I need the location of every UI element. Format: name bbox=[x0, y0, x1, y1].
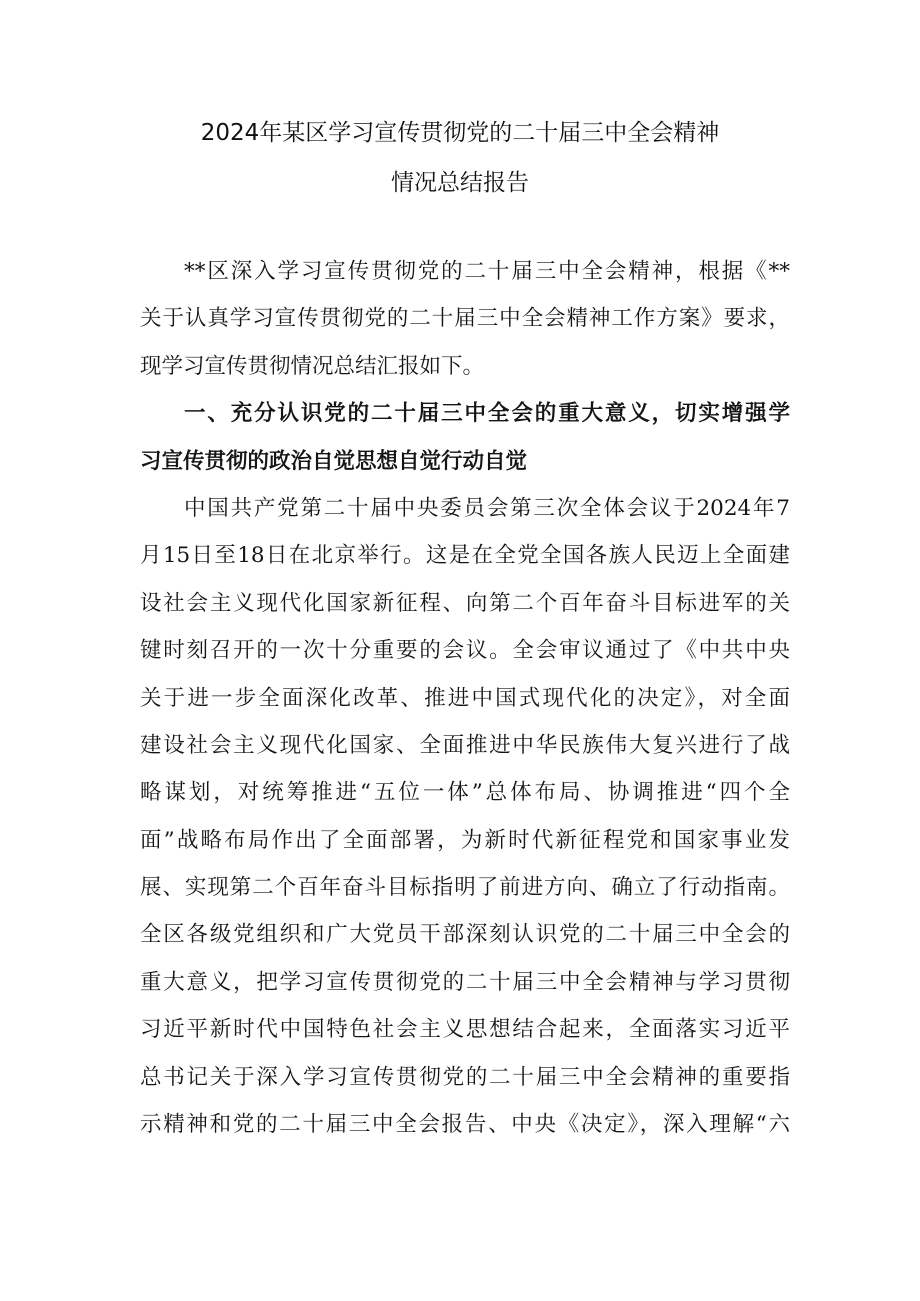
title-line-1: 2024年某区学习宣传贯彻党的二十届三中全会精神 bbox=[200, 120, 720, 146]
document-title bbox=[0, 108, 920, 208]
section-1-body-line-14: 示精神和党的二十届三中全会报告、中央《决定》，深入理解“六 bbox=[140, 1112, 790, 1138]
section-1-body-line-5: 关于进一步全面深化改革、推进中国式现代化的决定》，对全面 bbox=[140, 685, 790, 711]
section-1-body-line-6: 建设社会主义现代化国家、全面推进中华民族伟大复兴进行了战 bbox=[140, 732, 790, 758]
intro-line-3: 现学习宣传贯彻情况总结汇报如下。 bbox=[140, 353, 485, 379]
section-1-body-line-10: 全区各级党组织和广大党员干部深刻认识党的二十届三中全会的 bbox=[140, 922, 790, 948]
intro-line-1: **区深入学习宣传贯彻党的二十届三中全会精神，根据《** bbox=[184, 259, 790, 284]
document-body bbox=[140, 248, 790, 1148]
section-1-body-line-7: 略谋划，对统筹推进“五位一体”总体布局、协调推进“四个全 bbox=[140, 780, 790, 806]
section-1-body-line-8: 面”战略布局作出了全面部署，为新时代新征程党和国家事业发 bbox=[140, 827, 790, 853]
section-1-body-line-9: 展、实现第二个百年奋斗目标指明了前进方向、确立了行动指南。 bbox=[140, 875, 790, 901]
section-1-body-line-13: 总书记关于深入学习宣传贯彻党的二十届三中全会精神的重要指 bbox=[140, 1064, 790, 1090]
title-line-2: 情况总结报告 bbox=[391, 170, 529, 196]
section-1-body-line-3: 设社会主义现代化国家新征程、向第二个百年奋斗目标进军的关 bbox=[140, 590, 790, 616]
section-1-heading-line-2: 习宣传贯彻的政治自觉思想自觉行动自觉 bbox=[140, 448, 528, 474]
intro-line-2: 关于认真学习宣传贯彻党的二十届三中全会精神工作方案》要求， bbox=[140, 306, 790, 332]
section-1-body-line-11: 重大意义，把学习宣传贯彻党的二十届三中全会精神与学习贯彻 bbox=[140, 969, 790, 995]
section-1-heading-line-1: 一、充分认识党的二十届三中全会的重大意义，切实增强学 bbox=[184, 401, 790, 427]
section-1-body-line-1: 中国共产党第二十届中央委员会第三次全体会议于2024年7 bbox=[184, 495, 790, 521]
section-1-body-line-4: 键时刻召开的一次十分重要的会议。全会审议通过了《中共中央 bbox=[140, 638, 790, 664]
section-1-body-line-2: 月15日至18日在北京举行。这是在全党全国各族人民迈上全面建 bbox=[140, 543, 790, 569]
section-1-body-line-12: 习近平新时代中国特色社会主义思想结合起来，全面落实习近平 bbox=[140, 1017, 790, 1043]
